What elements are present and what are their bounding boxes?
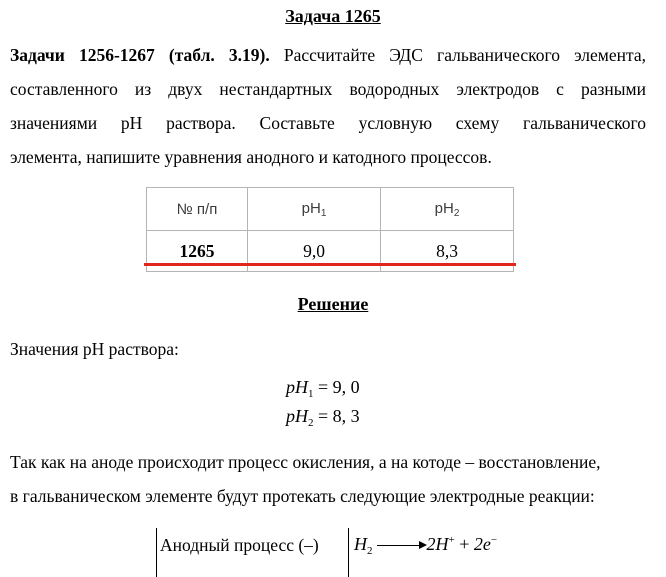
- anode-product2: 2e: [473, 534, 491, 554]
- highlight-underline: [144, 263, 516, 266]
- formula-ph2: [286, 406, 360, 429]
- anode-product1-sup: +: [448, 534, 455, 546]
- table-header-row: [147, 188, 514, 231]
- statement-line-4: элемента, напишите уравнения анодного и катодного процессов.: [10, 147, 492, 167]
- header-ph2: [381, 188, 514, 231]
- anode-left-border: [156, 528, 157, 577]
- anode-reaction: [354, 534, 497, 557]
- task-statement: [10, 38, 646, 174]
- formula-ph1: [286, 377, 360, 400]
- explanation-line-1: Так как на аноде происходит процесс окисления, а на котоде – восстановление,: [10, 452, 601, 472]
- formula-ph2-var: pH: [286, 406, 308, 426]
- header-ph2-sub: 2: [453, 207, 460, 219]
- anode-reactant: H: [354, 534, 367, 554]
- cell-ph1: 9,0: [248, 231, 381, 272]
- formula-ph1-var: pH: [286, 377, 308, 397]
- anode-reactant-sub: 2: [367, 545, 373, 557]
- data-table: [146, 187, 514, 272]
- formula-ph2-sub: 2: [308, 417, 314, 429]
- task-title: Задача 1265: [285, 6, 381, 26]
- formula-ph1-sub: 1: [308, 388, 314, 400]
- statement-line-3: значениями pH раствора. Составьте условную схему гальванического: [10, 113, 646, 133]
- statement-line-1: Рассчитайте ЭДС гальванического элемента,: [269, 45, 646, 65]
- solution-heading: Решение: [297, 294, 369, 314]
- explanation-line-2: в гальваническом элементе будут протекать следующие электродные реакции:: [10, 486, 595, 506]
- anode-process-label: Анодный процесс (–): [160, 535, 319, 555]
- reaction-arrow-icon: [377, 545, 425, 546]
- anode-plus: +: [454, 534, 474, 554]
- header-ph2-main: pH: [434, 199, 454, 217]
- ph-values-label: Значения pH раствора:: [10, 339, 179, 359]
- header-num: № п/п: [147, 188, 248, 231]
- formula-ph1-rhs: = 9, 0: [313, 377, 360, 397]
- anode-divider: [348, 528, 349, 577]
- cell-ph2: 8,3: [381, 231, 514, 272]
- formula-ph2-rhs: = 8, 3: [313, 406, 360, 426]
- anode-product2-sup: −: [490, 534, 498, 546]
- header-ph1: [248, 188, 381, 231]
- cell-num: 1265: [147, 231, 248, 272]
- statement-line-2: составленного из двух нестандартных водородных электродов с разными: [10, 79, 646, 99]
- task-reference: Задачи 1256-1267 (табл. 3.19).: [10, 45, 270, 65]
- anode-product1: 2H: [426, 534, 449, 554]
- header-ph1-sub: 1: [320, 207, 327, 219]
- header-ph1-main: pH: [301, 199, 321, 217]
